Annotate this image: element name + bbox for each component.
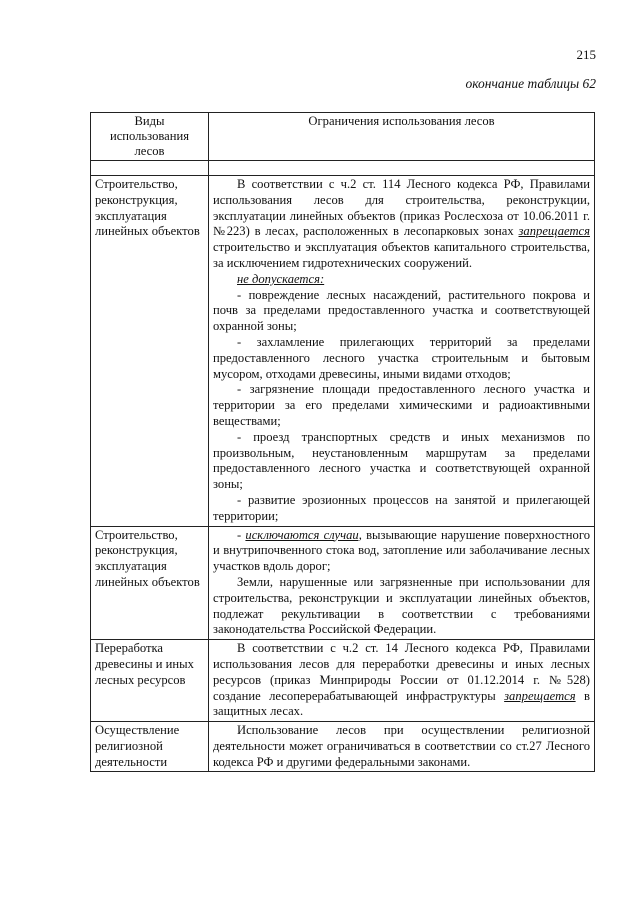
usage-type-cell: Строительство, реконструкция, эксплуатация линейных объектов bbox=[91, 176, 209, 527]
table-row bbox=[91, 176, 595, 527]
table-row bbox=[91, 722, 595, 772]
emphasized-term: запрещается bbox=[504, 688, 576, 703]
spacer-row bbox=[91, 161, 595, 176]
table-row bbox=[91, 640, 595, 722]
paragraph-text: - проезд транспортных средств и иных механизмов по произвольным, неустановленным маршрутам за пределами предоставленного лесного участка и соответствующей охранной зоны; bbox=[213, 429, 590, 492]
restriction-cell bbox=[209, 640, 595, 722]
page-number: 215 bbox=[576, 47, 596, 62]
emphasized-term: не допускается: bbox=[237, 271, 325, 286]
table-header-row bbox=[91, 113, 595, 161]
paragraph-text: Использование лесов при осуществлении религиозной деятельности может ограничиваться в соответствии со ст.27 Лесного кодекса РФ и другими федеральными законами. bbox=[213, 723, 590, 769]
restriction-paragraph bbox=[213, 288, 590, 335]
usage-type-cell: Осуществление религиозной деятельности bbox=[91, 722, 209, 772]
usage-type-cell: Переработка древесины и иных лесных ресурсов bbox=[91, 640, 209, 722]
restriction-cell bbox=[209, 722, 595, 772]
emphasized-term: запрещается bbox=[518, 224, 590, 239]
restriction-paragraph bbox=[213, 493, 590, 525]
restriction-paragraph bbox=[213, 382, 590, 429]
paragraph-text: - bbox=[237, 527, 246, 542]
paragraph-text: Земли, нарушенные или загрязненные при использовании для строительства, реконструкции и эксплуатации линейных объектов, подлежат рекультивации в соответствии с требованиями законодательства Российской Федерации. bbox=[213, 574, 590, 637]
header-usage-types: Виды использования лесов bbox=[91, 113, 209, 161]
paragraph-text: В соответствии с ч.2 ст. 114 Лесного кодекса РФ, Правилами использования лесов для строительства, реконструкции, эксплуатации линейных объектов (приказ Рослесхоза от 10.06.2011 г. №223) в лесах, расположенных в лесопарковых зонах bbox=[213, 177, 590, 239]
paragraph-text: в защитных лесах. bbox=[213, 688, 590, 719]
paragraph-text: - повреждение лесных насаждений, растительного покрова и почв за пределами предоставленного участка и соответствующей охранной зоны; bbox=[213, 287, 590, 334]
restriction-paragraph bbox=[213, 641, 590, 720]
paragraph-text: строительство и эксплуатация объектов капитального строительства, за исключением гидротехнических сооружений. bbox=[213, 240, 590, 270]
header-restrictions: Ограничения использования лесов bbox=[209, 113, 595, 161]
restriction-paragraph bbox=[213, 723, 590, 770]
paragraph-text: вызывающие нарушение поверхностного и внутрипочвенного стока вод, затопление или заболачивание лесных участков вдоль дорог; bbox=[213, 527, 590, 574]
emphasized-term: исключаются случаи, bbox=[245, 527, 362, 542]
paragraph-text: В соответствии с ч.2 ст. 14 Лесного кодекса РФ, Правилами использования лесов для переработки древесины и иных лесных ресурсов (приказ Минприроды России от 01.12.2014 г. №528) создание лесоперерабатывающей инфраструктуры bbox=[213, 641, 590, 703]
paragraph-text: - загрязнение площади предоставленного лесного участка и территории за его пределами химическими и радиоактивными веществами; bbox=[213, 382, 590, 428]
table-caption: окончание таблицы 62 bbox=[465, 76, 596, 91]
paragraph-text: - захламление прилегающих территорий за пределами предоставленного лесного участка строительным и бытовым мусором, отходами древесины, иными видами отходов; bbox=[213, 334, 590, 381]
restriction-paragraph bbox=[213, 272, 590, 288]
restriction-paragraph bbox=[213, 335, 590, 382]
restriction-paragraph bbox=[213, 177, 590, 272]
restriction-cell bbox=[209, 176, 595, 527]
restriction-paragraph bbox=[213, 430, 590, 493]
restriction-paragraph bbox=[213, 575, 590, 638]
usage-type-cell: Строительство, реконструкция, эксплуатация линейных объектов bbox=[91, 526, 209, 640]
restriction-paragraph bbox=[213, 528, 590, 575]
table-row bbox=[91, 526, 595, 640]
paragraph-text: - развитие эрозионных процессов на занятой и прилегающей территории; bbox=[213, 492, 590, 523]
restriction-cell bbox=[209, 526, 595, 640]
restrictions-table bbox=[90, 112, 595, 772]
